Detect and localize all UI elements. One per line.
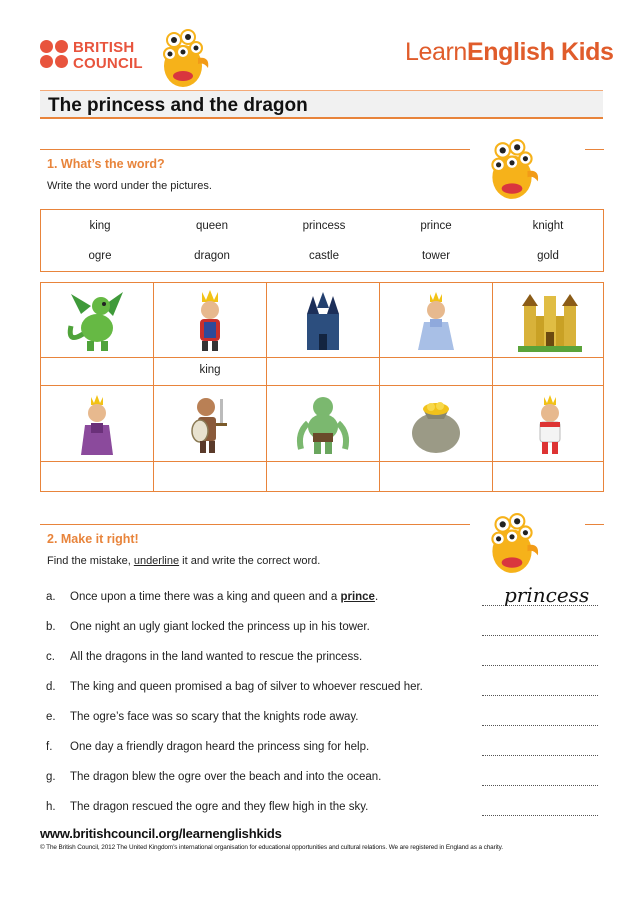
- dragon-picture: [61, 286, 133, 356]
- monster-mascot-icon: [476, 512, 548, 576]
- section1-divider-right: [585, 149, 604, 150]
- section1-title: 1. What’s the word?: [47, 157, 165, 171]
- sentence-text[interactable]: The dragon blew the ogre over the beach and into the ocean.: [70, 771, 382, 783]
- footer-copyright: © The British Council, 2012 The United Kingdom’s international organisation for educational opportunities and cultural relations. We are registered in England as a charity.: [40, 844, 503, 851]
- sentence-letter: g.: [46, 771, 56, 783]
- word-box: [40, 209, 604, 272]
- ogre-picture: [287, 389, 359, 459]
- prince-picture: [514, 389, 586, 459]
- word-box-word: tower: [421, 250, 451, 262]
- queen-picture: [400, 286, 472, 356]
- answer-blank-line[interactable]: [482, 755, 598, 756]
- word-box-word: ogre: [88, 250, 112, 262]
- word-box-word: gold: [537, 250, 559, 262]
- sentence-letter: a.: [46, 591, 56, 603]
- underlined-mistake: prince: [340, 591, 375, 603]
- monster-mascot-icon: [152, 28, 214, 90]
- word-box-word: dragon: [194, 250, 230, 262]
- knight-picture: [174, 389, 246, 459]
- sentence-text[interactable]: One day a friendly dragon heard the princess sing for help.: [70, 741, 370, 753]
- section2-divider: [40, 524, 470, 525]
- sentence-letter: b.: [46, 621, 56, 633]
- gold-picture: [400, 389, 472, 459]
- footer-url[interactable]: www.britishcouncil.org/learnenglishkids: [40, 826, 282, 841]
- section2-title: 2. Make it right!: [47, 532, 139, 546]
- answer-blank-line[interactable]: [482, 815, 598, 816]
- answer-blank-line[interactable]: [482, 725, 598, 726]
- sentence-text[interactable]: The king and queen promised a bag of silver to whoever rescued her.: [70, 681, 423, 693]
- british-council-dots-icon: [40, 40, 70, 70]
- sentence-letter: c.: [46, 651, 55, 663]
- sentence-text[interactable]: One night an ugly giant locked the princess up in his tower.: [70, 621, 370, 633]
- sentence-letter: d.: [46, 681, 56, 693]
- sentence-letter: h.: [46, 801, 56, 813]
- picture-grid: [40, 282, 604, 492]
- answer-blank-line[interactable]: [482, 635, 598, 636]
- word-box-word: king: [89, 220, 111, 232]
- section2-divider-right: [585, 524, 604, 525]
- sentence-letter: e.: [46, 711, 56, 723]
- king-picture: [174, 286, 246, 356]
- answer-blank-line[interactable]: [482, 785, 598, 786]
- british-council-logo: [40, 38, 150, 74]
- monster-mascot-icon: [476, 138, 548, 202]
- answer-blank-line[interactable]: [482, 695, 598, 696]
- section1-instruction: Write the word under the pictures.: [47, 180, 212, 192]
- tower-picture: [287, 286, 359, 356]
- sentence-text[interactable]: Once upon a time there was a king and queen and a prince.: [70, 591, 379, 603]
- word-box-word: princess: [302, 220, 346, 232]
- answer-cell[interactable]: king: [199, 364, 221, 376]
- word-box-word: castle: [308, 250, 340, 262]
- word-box-word: queen: [196, 220, 228, 232]
- word-box-word: prince: [420, 220, 452, 232]
- handwritten-answer: princess: [504, 583, 590, 607]
- sentence-letter: f.: [46, 741, 53, 753]
- bc-logo-line1: BRITISH: [73, 39, 135, 56]
- page-title: The princess and the dragon: [48, 95, 308, 116]
- answer-blank-line[interactable]: [482, 665, 598, 666]
- sentence-text[interactable]: All the dragons in the land wanted to rescue the princess.: [70, 651, 363, 663]
- princess-picture: [61, 389, 133, 459]
- sentence-text[interactable]: The dragon rescued the ogre and they flew high in the sky.: [70, 801, 369, 813]
- castle-picture: [514, 286, 586, 356]
- section1-divider: [40, 149, 470, 150]
- section2-instruction: Find the mistake, underline it and write the correct word.: [47, 555, 321, 567]
- word-box-word: knight: [532, 220, 564, 232]
- sentence-text[interactable]: The ogre’s face was so scary that the knights rode away.: [70, 711, 359, 723]
- learnenglish-kids-logo: LearnEnglish Kids: [405, 38, 614, 66]
- bc-logo-line2: COUNCIL: [73, 55, 143, 72]
